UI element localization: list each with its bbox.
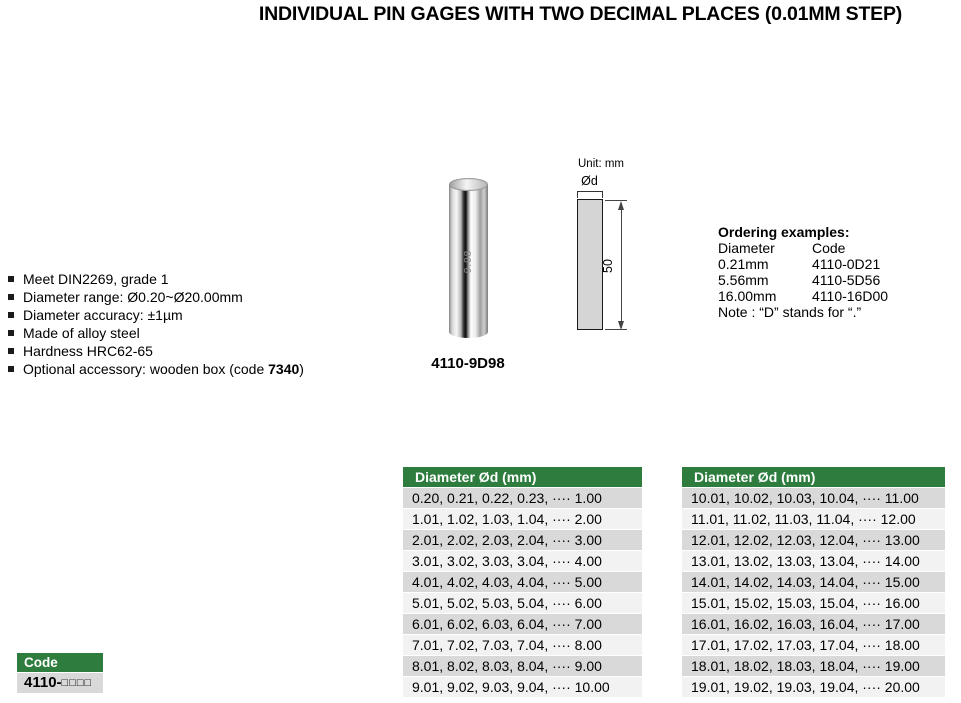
ordering-row bbox=[718, 288, 888, 304]
ordering-code: 4110-16D00 bbox=[812, 288, 889, 304]
table-row: 12.01, 12.02, 12.03, 12.04, ···· 13.00 bbox=[682, 530, 945, 550]
ordering-note: Note : “D” stands for “.” bbox=[718, 304, 862, 320]
code-prefix: 4110- bbox=[24, 674, 62, 691]
table-row: 11.01, 11.02, 11.03, 11.04, ···· 12.00 bbox=[682, 509, 945, 529]
order-code-box bbox=[17, 653, 103, 693]
arrow-down-icon bbox=[618, 321, 624, 330]
square-bullet-icon bbox=[8, 348, 14, 354]
code-placeholder-squares: □□□□ bbox=[61, 677, 93, 689]
table-row: 16.01, 16.02, 16.03, 16.04, ···· 17.00 bbox=[682, 614, 945, 634]
code-box-header: Code bbox=[17, 653, 103, 672]
square-bullet-icon bbox=[8, 276, 14, 282]
table-row: 4.01, 4.02, 4.03, 4.04, ···· 5.00 bbox=[403, 572, 642, 592]
feature-item bbox=[8, 288, 304, 306]
table-body bbox=[403, 488, 642, 697]
diameter-table-1 bbox=[403, 467, 642, 698]
ordering-examples bbox=[718, 224, 888, 320]
table-row: 18.01, 18.02, 18.03, 18.04, ···· 19.00 bbox=[682, 656, 945, 676]
dimension-drawing bbox=[565, 158, 640, 348]
ordering-diameter: 16.00mm bbox=[718, 288, 777, 304]
feature-text: Optional accessory: wooden box (code 7340) bbox=[23, 361, 304, 377]
ordering-row bbox=[718, 272, 888, 288]
table-row: 15.01, 15.02, 15.03, 15.04, ···· 16.00 bbox=[682, 593, 945, 613]
feature-list bbox=[8, 270, 304, 378]
diameter-dim-line bbox=[577, 191, 603, 198]
pin-gage-image bbox=[449, 178, 488, 338]
table-header: Diameter Ød (mm) bbox=[682, 467, 945, 487]
table-row: 10.01, 10.02, 10.03, 10.04, ···· 11.00 bbox=[682, 488, 945, 508]
ordering-row bbox=[718, 256, 888, 272]
product-code-label: 4110-9D98 bbox=[431, 355, 505, 372]
ordering-heading: Ordering examples: bbox=[718, 224, 850, 240]
ordering-code: 4110-0D21 bbox=[812, 256, 881, 272]
arrow-up-icon bbox=[618, 201, 624, 210]
feature-item bbox=[8, 306, 304, 324]
feature-text: Diameter accuracy: ±1µm bbox=[23, 307, 183, 323]
diameter-dim-label: Ød bbox=[581, 174, 598, 188]
table-row: 14.01, 14.02, 14.03, 14.04, ···· 15.00 bbox=[682, 572, 945, 592]
feature-item bbox=[8, 342, 304, 360]
pin-top-face bbox=[449, 178, 488, 191]
table-row: 8.01, 8.02, 8.03, 8.04, ···· 9.00 bbox=[403, 656, 642, 676]
ordering-code: 4110-5D56 bbox=[812, 272, 881, 288]
square-bullet-icon bbox=[8, 366, 14, 372]
table-row: 19.01, 19.02, 19.03, 19.04, ···· 20.00 bbox=[682, 677, 945, 697]
height-dim-label: 50 bbox=[601, 259, 615, 273]
product-photo-block bbox=[429, 178, 507, 372]
page-title: INDIVIDUAL PIN GAGES WITH TWO DECIMAL PLACES (0.01MM STEP) bbox=[258, 3, 903, 25]
feature-item bbox=[8, 360, 304, 378]
feature-item bbox=[8, 270, 304, 288]
table-row: 3.01, 3.02, 3.03, 3.04, ···· 4.00 bbox=[403, 551, 642, 571]
feature-text: Meet DIN2269, grade 1 bbox=[23, 271, 169, 287]
table-row: 17.01, 17.02, 17.03, 17.04, ···· 18.00 bbox=[682, 635, 945, 655]
table-row: 13.01, 13.02, 13.03, 13.04, ···· 14.00 bbox=[682, 551, 945, 571]
feature-text: Made of alloy steel bbox=[23, 325, 140, 341]
square-bullet-icon bbox=[8, 330, 14, 336]
table-row: 6.01, 6.02, 6.03, 6.04, ···· 7.00 bbox=[403, 614, 642, 634]
feature-text: Diameter range: Ø0.20~Ø20.00mm bbox=[23, 289, 243, 305]
pin-outline-rect bbox=[577, 199, 603, 330]
ordering-header-row bbox=[718, 240, 888, 256]
height-dim-line bbox=[621, 203, 622, 328]
table-row: 7.01, 7.02, 7.03, 7.04, ···· 8.00 bbox=[403, 635, 642, 655]
table-row: 9.01, 9.02, 9.03, 9.04, ···· 10.00 bbox=[403, 677, 642, 697]
table-row: 2.01, 2.02, 2.03, 2.04, ···· 3.00 bbox=[403, 530, 642, 550]
square-bullet-icon bbox=[8, 294, 14, 300]
ordering-col-diameter: Diameter bbox=[718, 240, 775, 256]
ordering-diameter: 0.21mm bbox=[718, 256, 769, 272]
pin-size-marking: 9.98 bbox=[462, 249, 474, 274]
table-header: Diameter Ød (mm) bbox=[403, 467, 642, 487]
ordering-col-code: Code bbox=[812, 240, 846, 256]
square-bullet-icon bbox=[8, 312, 14, 318]
table-body bbox=[682, 488, 945, 697]
table-row: 5.01, 5.02, 5.03, 5.04, ···· 6.00 bbox=[403, 593, 642, 613]
accessory-code: 7340 bbox=[268, 361, 300, 377]
feature-item bbox=[8, 324, 304, 342]
feature-text: Hardness HRC62-65 bbox=[23, 343, 153, 359]
code-box-value bbox=[17, 673, 103, 693]
diameter-table-2 bbox=[682, 467, 945, 698]
ordering-diameter: 5.56mm bbox=[718, 272, 769, 288]
table-row: 0.20, 0.21, 0.22, 0.23, ···· 1.00 bbox=[403, 488, 642, 508]
unit-label: Unit: mm bbox=[578, 158, 624, 170]
table-row: 1.01, 1.02, 1.03, 1.04, ···· 2.00 bbox=[403, 509, 642, 529]
